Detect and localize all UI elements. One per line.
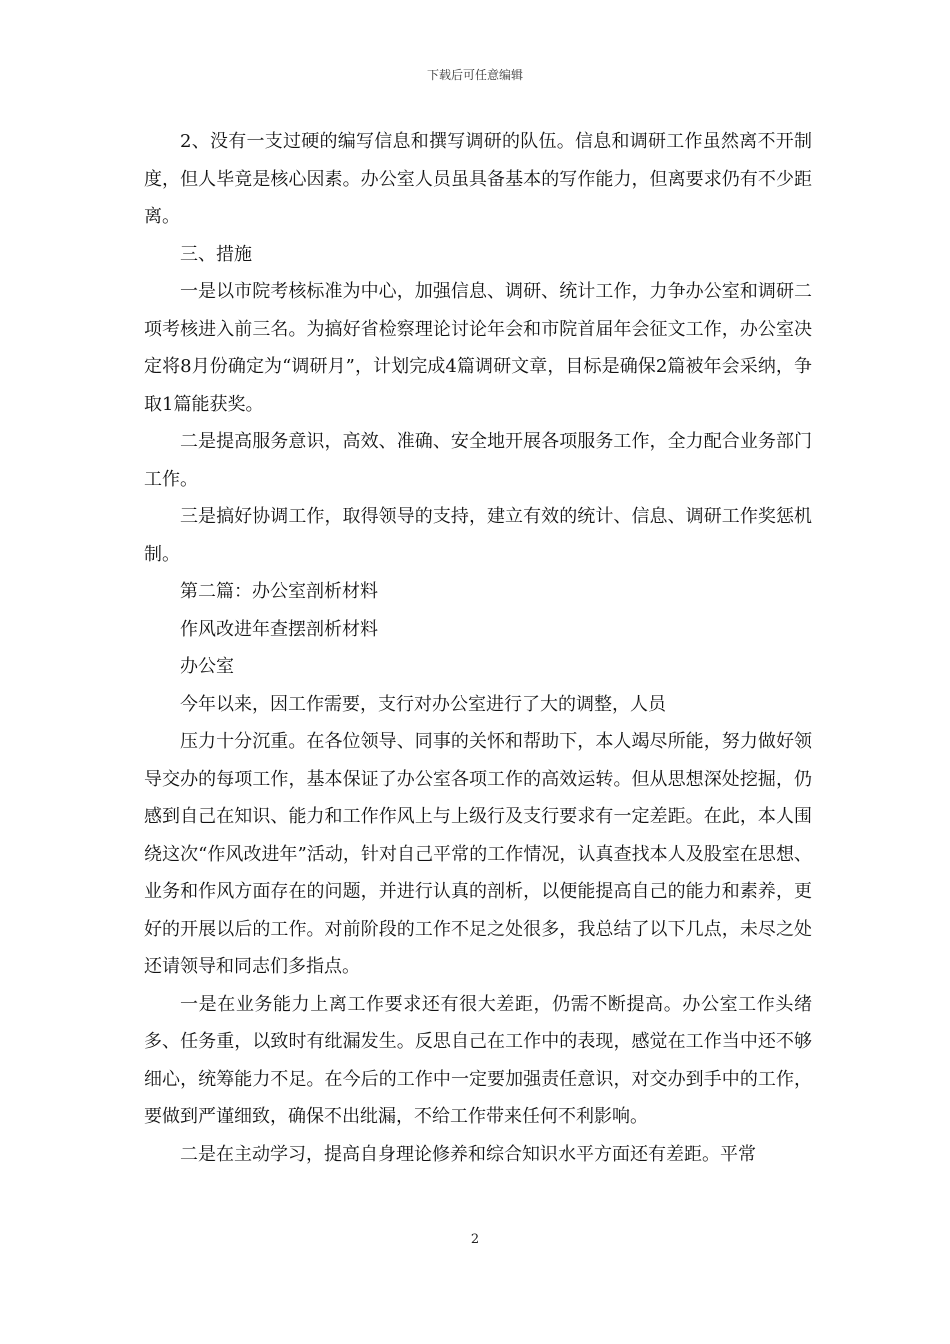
paragraph: 三是搞好协调工作，取得领导的支持，建立有效的统计、信息、调研工作奖惩机制。 bbox=[144, 506, 812, 565]
paragraph: 二是在主动学习，提高自身理论修养和综合知识水平方面还有差距。平常 bbox=[180, 1143, 756, 1165]
page-header-note: 下载后可任意编辑 bbox=[426, 68, 523, 82]
paragraph: 一是以市院考核标准为中心，加强信息、调研、统计工作，力争办公室和调研二项考核进入前三名。为搞好省检察理论讨论年会和市院首届年会征文工作，办公室决定将8月份确定为“调研月”，计划完成4篇调研文章，目标是确保2篇被年会采纳，争取1篇能获奖。 bbox=[144, 281, 812, 415]
section-heading: 第二篇：办公室剖析材料 bbox=[180, 581, 378, 602]
paragraph: 一是在业务能力上离工作要求还有很大差距，仍需不断提高。办公室工作头绪多、任务重，以致时有纰漏发生。反思自己在工作中的表现，感觉在工作当中还不够细心，统筹能力不足。在今后的工作中一定要加强责任意识，对交办到手中的工作，要做到严谨细致，确保不出纰漏，不给工作带来任何不利影响。 bbox=[144, 993, 812, 1127]
paragraph: 二是提高服务意识，高效、准确、安全地开展各项服务工作，全力配合业务部门工作。 bbox=[144, 431, 812, 490]
paragraph: 压力十分沉重。在各位领导、同事的关怀和帮助下，本人竭尽所能，努力做好领导交办的每项工作，基本保证了办公室各项工作的高效运转。但从思想深处挖掘，仍感到自己在知识、能力和工作作风上与上级行及支行要求有一定差距。在此，本人围绕这次“作风改进年”活动，针对自己平常的工作情况，认真查找本人及股室在思想、业务和作风方面存在的问题，并进行认真的剖析，以便能提高自己的能力和素养，更好的开展以后的工作。对前阶段的工作不足之处很多，我总结了以下几点，未尽之处还请领导和同志们多指点。 bbox=[144, 731, 812, 977]
department-name: 办公室 bbox=[180, 656, 234, 677]
document-body bbox=[144, 123, 812, 1173]
paragraph: 今年以来，因工作需要，支行对办公室进行了大的调整，人员 bbox=[180, 693, 666, 715]
document-title: 作风改进年查摆剖析材料 bbox=[180, 618, 378, 640]
paragraph: 2、没有一支过硬的编写信息和撰写调研的队伍。信息和调研工作虽然离不开制度，但人毕竟是核心因素。办公室人员虽具备基本的写作能力，但离要求仍有不少距离。 bbox=[144, 131, 812, 227]
page-number: 2 bbox=[470, 1232, 480, 1247]
section-heading: 三、措施 bbox=[180, 243, 252, 265]
